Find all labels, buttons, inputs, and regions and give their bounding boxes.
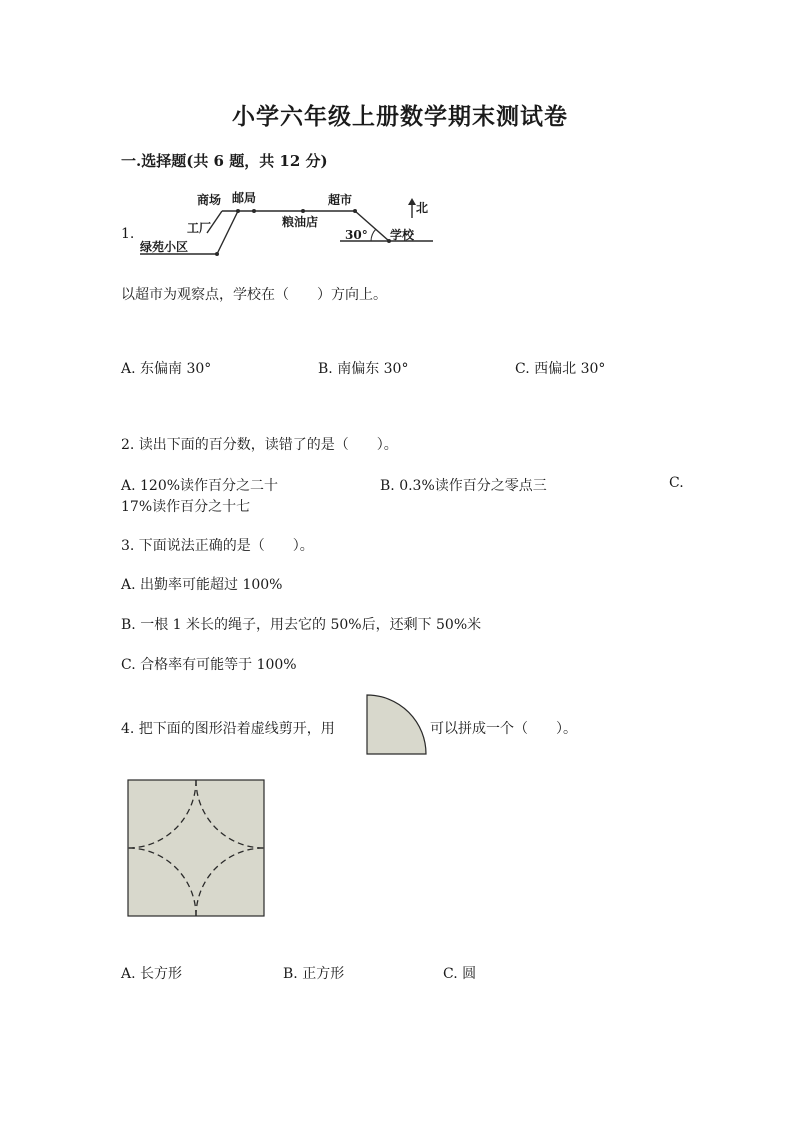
q1-map-figure — [135, 188, 435, 258]
square-with-dashed-arcs — [127, 779, 267, 919]
label-shangchang: 商场 — [197, 193, 222, 207]
label-xuexiao: 学校 — [390, 228, 415, 242]
q4-option-c[interactable]: C. 圆 — [443, 966, 477, 982]
point-shangchang — [236, 209, 240, 213]
q2-option-c-label[interactable]: C. — [669, 475, 684, 491]
q3-question: 3. 下面说法正确的是（ ）。 — [121, 538, 314, 554]
north-arrow-head — [408, 198, 416, 205]
quarter-circle-piece — [366, 694, 428, 756]
q1-option-b[interactable]: B. 南偏东 30° — [318, 361, 409, 377]
q1-option-c[interactable]: C. 西偏北 30° — [515, 361, 606, 377]
angle-arc — [371, 229, 376, 241]
point-lvyuan — [215, 252, 219, 256]
section-heading: 一.选择题(共 6 题，共 12 分) — [121, 152, 328, 170]
q2-option-a[interactable]: A. 120%读作百分之二十 — [121, 478, 279, 494]
label-liangyoudian: 粮油店 — [282, 215, 319, 229]
label-lvyuan: 绿苑小区 — [140, 240, 189, 254]
q4-option-b[interactable]: B. 正方形 — [283, 966, 345, 982]
point-liangyoudian — [301, 209, 305, 213]
q1-number: 1. — [121, 226, 135, 242]
label-bei: 北 — [416, 201, 429, 215]
point-youju — [252, 209, 256, 213]
q1-question: 以超市为观察点，学校在（ ）方向上。 — [121, 287, 387, 303]
label-angle: 30° — [345, 228, 368, 242]
label-gongchang: 工厂 — [187, 221, 212, 235]
q3-option-c[interactable]: C. 合格率有可能等于 100% — [121, 657, 297, 673]
q3-option-b[interactable]: B. 一根 1 米长的绳子，用去它的 50%后，还剩下 50%米 — [121, 617, 482, 633]
q4-question-end: 可以拼成一个（ ）。 — [430, 721, 577, 737]
q4-option-a[interactable]: A. 长方形 — [121, 966, 183, 982]
q2-option-c-text: 17%读作百分之十七 — [121, 499, 251, 515]
label-youju: 邮局 — [232, 191, 257, 205]
point-chaoshi — [353, 209, 357, 213]
q1-option-a[interactable]: A. 东偏南 30° — [121, 361, 212, 377]
q2-question: 2. 读出下面的百分数，读错了的是（ ）。 — [121, 437, 398, 453]
q3-option-a[interactable]: A. 出勤率可能超过 100% — [121, 577, 283, 593]
q2-option-b[interactable]: B. 0.3%读作百分之零点三 — [380, 478, 547, 494]
q4-question-start: 4. 把下面的图形沿着虚线剪开，用 — [121, 721, 335, 737]
page-title: 小学六年级上册数学期末测试卷 — [232, 103, 568, 130]
label-chaoshi: 超市 — [328, 193, 353, 207]
road-lvyuan-diagonal — [217, 211, 238, 254]
